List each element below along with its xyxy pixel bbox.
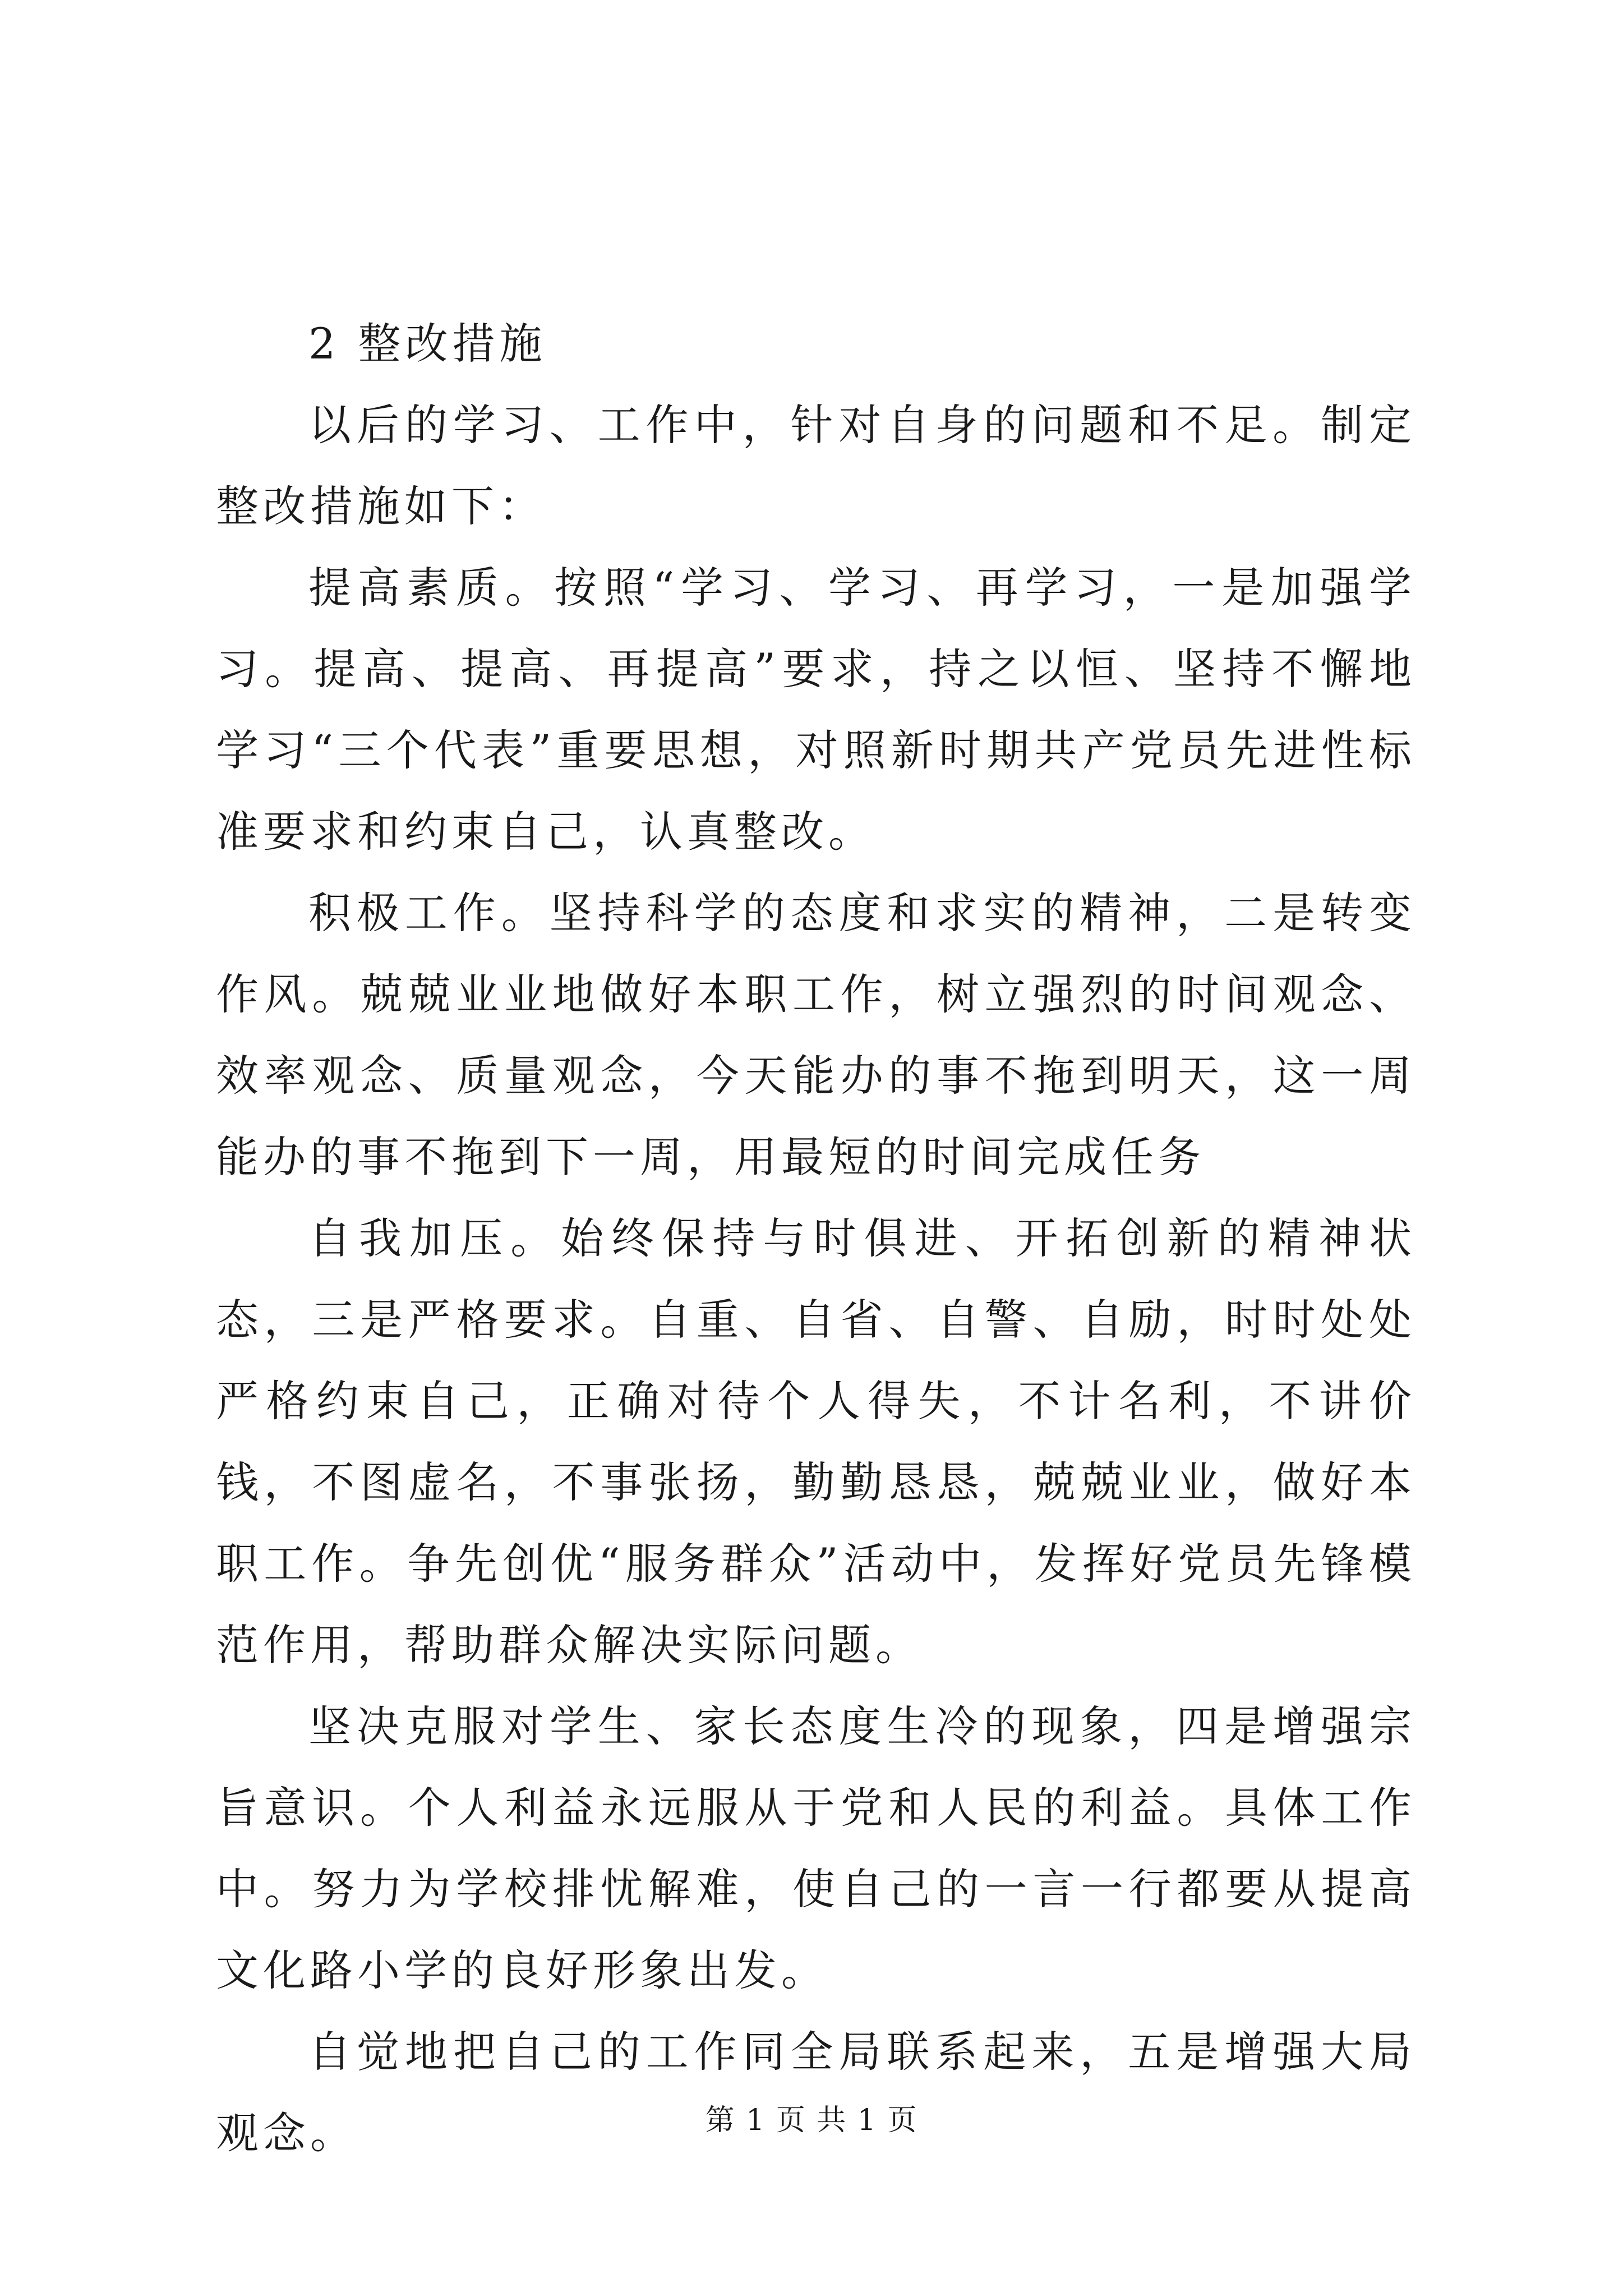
paragraph-self-pressure: 自我加压。始终保持与时俱进、开拓创新的精神状态，三是严格要求。自重、自省、自警、自励，时时处处严格约束自己，正确对待个人得失，不计名利，不讲价钱，不图虚名，不事张扬，勤勤恳恳，兢兢业业，做好本职工作。争先创优“服务群众”活动中，发挥好党员先锋模范作用，帮助群众解决实际问题。: [216, 1213, 1416, 1670]
paragraph-improve-quality: 提高素质。按照“学习、学习、再学习，一是加强学习。提高、提高、再提高”要求，持之以恒、坚持不懈地学习“三个代表”重要思想，对照新时期共产党员先进性标准要求和约束自己，认真整改。: [216, 563, 1416, 857]
page-number-footer: 第 1 页 共 1 页: [705, 2104, 918, 2137]
paragraph-purpose-awareness: 坚决克服对学生、家长态度生冷的现象，四是增强宗旨意识。个人利益永远服从于党和人民的利益。具体工作中。努力为学校排忧解难，使自己的一言一行都要从提高文化路小学的良好形象出发。: [216, 1701, 1416, 1995]
section-heading: 2 整改措施: [308, 319, 547, 369]
paragraph-intro: 以后的学习、工作中，针对自身的问题和不足。制定整改措施如下：: [216, 400, 1416, 531]
paragraph-overall-view: 自觉地把自己的工作同全局联系起来，五是增强大局观念。: [216, 2027, 1416, 2158]
paragraph-active-work: 积极工作。坚持科学的态度和求实的精神，二是转变作风。兢兢业业地做好本职工作，树立强烈的时间观念、效率观念、质量观念，今天能办的事不拖到明天，这一周能办的事不拖到下一周，用最短的时间完成任务: [216, 888, 1416, 1182]
document-body: [216, 303, 1416, 2174]
